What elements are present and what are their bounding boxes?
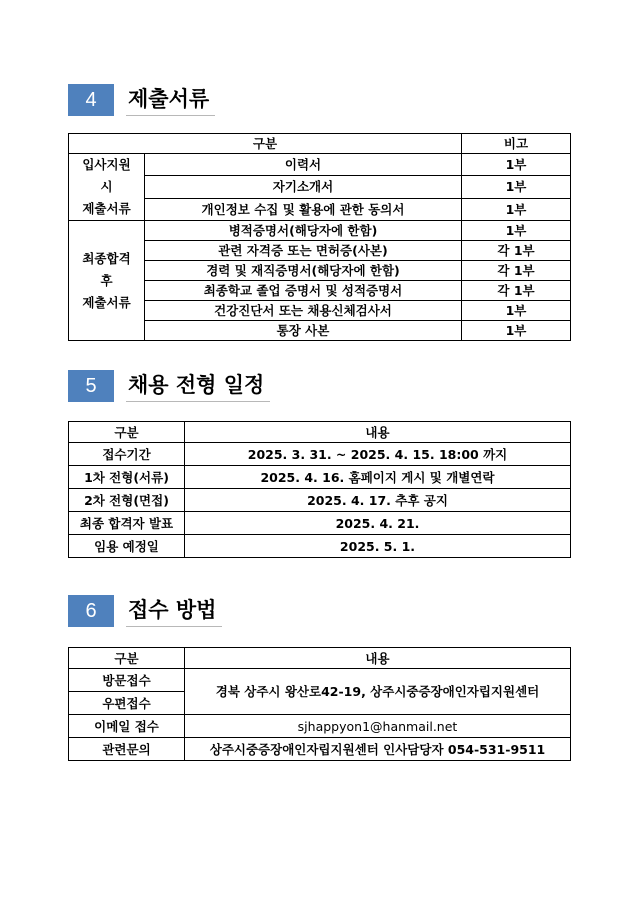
table-row (69, 466, 571, 489)
table-row (69, 198, 571, 220)
table-row (69, 489, 571, 512)
table-row (69, 221, 571, 241)
note-cell: 1부 (462, 321, 571, 341)
doc-cell: 건강진단서 또는 채용신체검사서 (145, 301, 462, 321)
group-label-line: 후 (100, 272, 113, 288)
doc-cell: 자기소개서 (145, 176, 462, 198)
doc-cell: 개인정보 수집 및 활용에 관한 동의서 (145, 198, 462, 220)
category-cell: 1차 전형(서류) (69, 466, 185, 489)
doc-cell: 최종학교 졸업 증명서 및 성적증명서 (145, 281, 462, 301)
table-header-row (69, 134, 571, 154)
category-cell: 방문접수 (69, 669, 185, 692)
doc-cell: 통장 사본 (145, 321, 462, 341)
note-cell: 1부 (462, 176, 571, 198)
header-category: 구분 (69, 422, 185, 443)
group-label-line: 제출서류 (82, 294, 131, 310)
doc-cell: 이력서 (145, 154, 462, 176)
schedule-table (68, 421, 571, 558)
table-header-row (69, 648, 571, 669)
table-header-row (69, 422, 571, 443)
group-label-line: 시 (100, 179, 113, 194)
doc-cell: 병적증명서(해당자에 한함) (145, 221, 462, 241)
table-row (69, 176, 571, 198)
note-cell: 1부 (462, 221, 571, 241)
address-cell: 경북 상주시 왕산로42-19, 상주시중증장애인자립지원센터 (185, 669, 571, 715)
table-row (69, 535, 571, 558)
section-4-heading (68, 84, 215, 116)
doc-cell: 관련 자격증 또는 면허증(사본) (145, 241, 462, 261)
group-label-line: 입사지원 (82, 157, 131, 172)
table-row (69, 281, 571, 301)
content-cell: 2025. 4. 16. 홈페이지 게시 및 개별연락 (185, 466, 571, 489)
group-application (69, 154, 145, 221)
group-label-line: 제출서류 (82, 201, 131, 216)
category-cell: 관련문의 (69, 738, 185, 761)
header-content: 내용 (185, 648, 571, 669)
content-cell: 2025. 5. 1. (185, 535, 571, 558)
note-cell: 각 1부 (462, 261, 571, 281)
category-cell: 임용 예정일 (69, 535, 185, 558)
table-row (69, 154, 571, 176)
group-label-line: 최종합격 (82, 250, 131, 266)
section-title: 채용 전형 일정 (126, 371, 270, 402)
header-category: 구분 (69, 648, 185, 669)
doc-cell: 경력 및 재직증명서(해당자에 한함) (145, 261, 462, 281)
content-cell: 2025. 4. 17. 추후 공지 (185, 489, 571, 512)
section-title: 제출서류 (126, 85, 215, 116)
content-cell: 2025. 3. 31. ~ 2025. 4. 15. 18:00 까지 (185, 443, 571, 466)
table-row (69, 241, 571, 261)
note-cell: 1부 (462, 198, 571, 220)
table-row (69, 669, 571, 692)
category-cell: 2차 전형(면접) (69, 489, 185, 512)
section-6-heading (68, 595, 222, 627)
category-cell: 최종 합격자 발표 (69, 512, 185, 535)
section-number-badge: 6 (68, 595, 114, 627)
table-row (69, 738, 571, 761)
group-final (69, 221, 145, 341)
application-method-table (68, 647, 571, 761)
category-cell: 우편접수 (69, 692, 185, 715)
section-number-badge: 5 (68, 370, 114, 402)
header-note: 비고 (462, 134, 571, 154)
section-number-badge: 4 (68, 84, 114, 116)
section-title: 접수 방법 (126, 596, 222, 627)
note-cell: 1부 (462, 154, 571, 176)
table-row (69, 715, 571, 738)
table-row (69, 261, 571, 281)
table-row (69, 512, 571, 535)
section-5-heading (68, 370, 270, 402)
documents-table (68, 133, 571, 341)
content-cell: 2025. 4. 21. (185, 512, 571, 535)
table-row (69, 301, 571, 321)
note-cell: 1부 (462, 301, 571, 321)
header-category: 구분 (69, 134, 462, 154)
note-cell: 각 1부 (462, 241, 571, 261)
email-cell: sjhappyon1@hanmail.net (185, 715, 571, 738)
note-cell: 각 1부 (462, 281, 571, 301)
table-row (69, 321, 571, 341)
table-row (69, 443, 571, 466)
header-content: 내용 (185, 422, 571, 443)
inquiry-cell: 상주시중증장애인자립지원센터 인사담당자 054-531-9511 (185, 738, 571, 761)
category-cell: 이메일 접수 (69, 715, 185, 738)
category-cell: 접수기간 (69, 443, 185, 466)
